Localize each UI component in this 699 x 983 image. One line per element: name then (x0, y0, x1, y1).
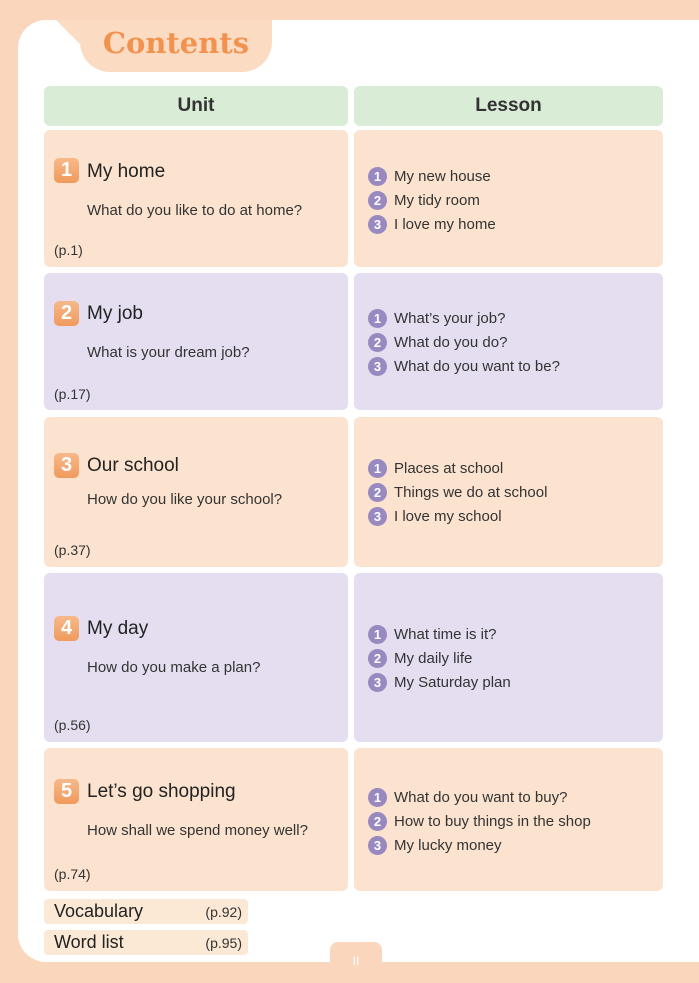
lesson-number: 2 (368, 191, 387, 210)
unit-page: (p.1) (54, 242, 83, 258)
unit-number-badge: 5 (54, 779, 79, 804)
lesson-item[interactable] (368, 165, 491, 187)
unit-page: (p.37) (54, 542, 91, 558)
lesson-item[interactable] (368, 810, 591, 832)
unit-5-cell[interactable] (44, 748, 348, 891)
unit-2-lessons (354, 273, 663, 410)
vocabulary-label: Vocabulary (54, 901, 144, 921)
lesson-label: What do you want to be? (394, 357, 560, 375)
lesson-number: 2 (368, 333, 387, 352)
lesson-number: 1 (368, 459, 387, 478)
lesson-header: Lesson (354, 86, 663, 126)
unit-number-badge: 1 (54, 158, 79, 183)
lesson-label: I love my home (394, 215, 496, 233)
lesson-number: 1 (368, 788, 387, 807)
lesson-number: 3 (368, 215, 387, 234)
unit-title: My job (87, 303, 143, 324)
unit-page: (p.74) (54, 866, 91, 882)
unit-3-cell[interactable] (44, 417, 348, 567)
lesson-item[interactable] (368, 786, 567, 808)
lesson-label: Places at school (394, 459, 504, 477)
lesson-item[interactable] (368, 505, 502, 527)
page-number-badge (330, 942, 382, 983)
word-list-entry[interactable] (44, 930, 248, 955)
lesson-number: 3 (368, 836, 387, 855)
lesson-number: 2 (368, 812, 387, 831)
unit-1-cell[interactable] (44, 130, 348, 267)
lesson-label: What do you do? (394, 333, 508, 351)
lesson-item[interactable] (368, 213, 496, 235)
unit-page: (p.17) (54, 386, 91, 402)
lesson-item[interactable] (368, 834, 502, 856)
unit-question: What is your dream job? (87, 344, 250, 361)
lesson-label: My lucky money (394, 836, 502, 854)
lesson-item[interactable] (368, 189, 480, 211)
unit-page: (p.56) (54, 717, 91, 733)
lesson-label: Things we do at school (394, 483, 548, 501)
unit-1-lessons (354, 130, 663, 267)
vocabulary-page: (p.92) (205, 903, 242, 920)
lesson-number: 3 (368, 673, 387, 692)
lesson-label: My Saturday plan (394, 673, 511, 691)
unit-2-cell[interactable] (44, 273, 348, 410)
lesson-number: 3 (368, 357, 387, 376)
lesson-label: I love my school (394, 507, 502, 525)
unit-title: Let’s go shopping (87, 781, 236, 802)
unit-title: Our school (87, 455, 179, 476)
lesson-item[interactable] (368, 355, 560, 377)
lesson-label: What do you want to buy? (394, 788, 568, 806)
lesson-number: 2 (368, 649, 387, 668)
lesson-item[interactable] (368, 331, 507, 353)
unit-question: How shall we spend money well? (87, 822, 308, 839)
lesson-number: 3 (368, 507, 387, 526)
lesson-number: 1 (368, 309, 387, 328)
vocabulary-entry[interactable] (44, 899, 248, 924)
unit-title: My home (87, 161, 166, 182)
lesson-label: My tidy room (394, 191, 480, 209)
unit-number-badge: 3 (54, 453, 79, 478)
lesson-label: My new house (394, 167, 491, 185)
lesson-item[interactable] (368, 623, 497, 645)
lesson-number: 2 (368, 483, 387, 502)
unit-question: How do you make a plan? (87, 659, 261, 676)
unit-4-cell[interactable] (44, 573, 348, 742)
unit-question: What do you like to do at home? (87, 202, 303, 219)
unit-question: How do you like your school? (87, 491, 283, 508)
unit-header: Unit (44, 86, 348, 126)
lesson-item[interactable] (368, 671, 511, 693)
unit-5-lessons (354, 748, 663, 891)
unit-4-lessons (354, 573, 663, 742)
unit-number-badge: 4 (54, 616, 79, 641)
word-list-label: Word list (54, 932, 124, 952)
lesson-label: What’s your job? (394, 309, 506, 327)
lesson-number: 1 (368, 167, 387, 186)
page-number: II (352, 954, 360, 968)
lesson-item[interactable] (368, 457, 503, 479)
title-tab (80, 20, 272, 72)
lesson-item[interactable] (368, 647, 472, 669)
page-title: Contents (102, 26, 250, 60)
unit-3-lessons (354, 417, 663, 567)
word-list-page: (p.95) (205, 934, 242, 951)
lesson-number: 1 (368, 625, 387, 644)
unit-title: My day (87, 618, 149, 639)
lesson-item[interactable] (368, 481, 547, 503)
lesson-label: My daily life (394, 649, 473, 667)
lesson-item[interactable] (368, 307, 505, 329)
lesson-label: What time is it? (394, 625, 497, 643)
unit-number-badge: 2 (54, 301, 79, 326)
lesson-label: How to buy things in the shop (394, 812, 591, 830)
